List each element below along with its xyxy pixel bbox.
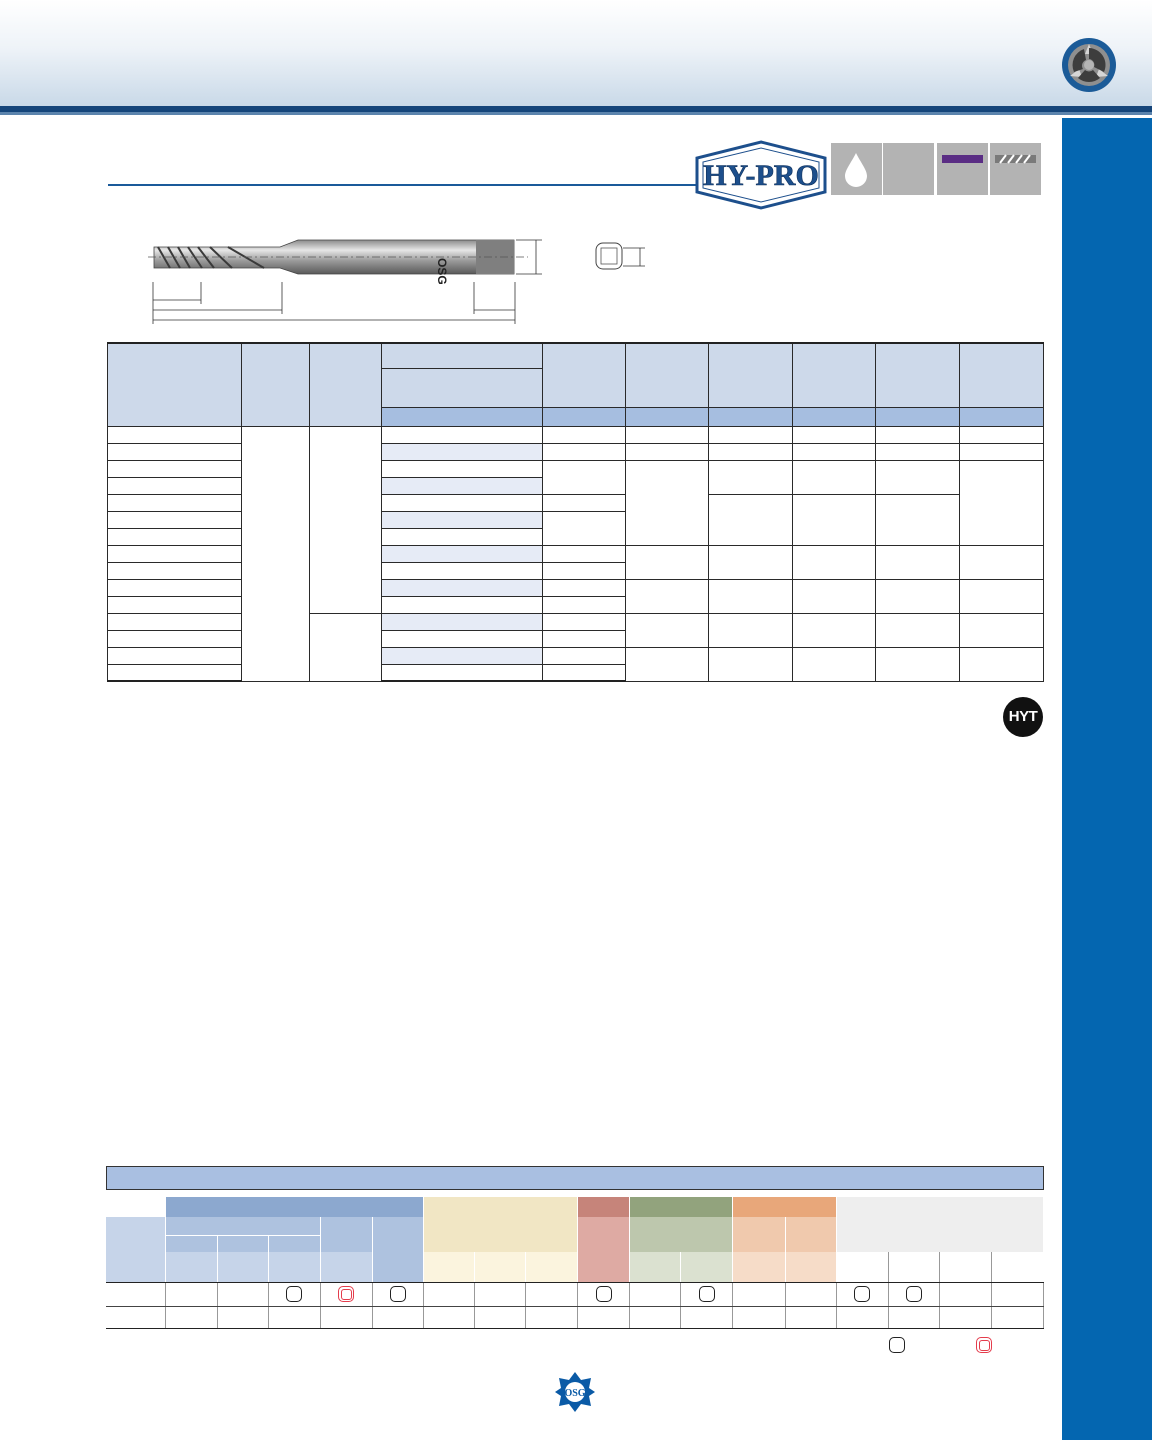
table-cell [108, 630, 242, 647]
suitability-cell [991, 1282, 1043, 1306]
table-cell [108, 596, 242, 613]
osg-logo [553, 1370, 597, 1414]
material-leaf [733, 1252, 785, 1282]
table-cell [876, 460, 960, 494]
material-leaf [785, 1252, 836, 1282]
svg-text:HY-PRO: HY-PRO [703, 159, 819, 192]
unit-cell [626, 407, 709, 426]
table-cell [793, 579, 876, 613]
legend-good [889, 1336, 905, 1354]
table-cell [381, 596, 542, 613]
header-col-7 [709, 343, 793, 407]
table-cell [309, 426, 381, 613]
table-cell [876, 545, 960, 579]
suitability-cell [423, 1282, 474, 1306]
table-cell [542, 596, 626, 613]
hatched-bar-icon [990, 143, 1041, 195]
table-cell [381, 477, 542, 494]
table-cell [381, 545, 542, 562]
material-group-rose [578, 1197, 630, 1217]
table-cell [960, 647, 1044, 681]
steel-subcell [217, 1235, 268, 1252]
header-col-9 [876, 343, 960, 407]
header-col-4-top [381, 343, 542, 368]
hy-pro-logo [693, 140, 829, 210]
suitability-cell [526, 1282, 578, 1306]
spiral-tap-drawing [140, 228, 660, 328]
side-tab-bar [1062, 118, 1152, 1440]
table-cell [108, 426, 242, 443]
table-cell [108, 528, 242, 545]
steel-subcell [165, 1235, 217, 1252]
table-cell [542, 494, 626, 511]
suitability-cell [681, 1306, 733, 1328]
spec-header-row [108, 343, 1044, 368]
header-col-5 [542, 343, 626, 407]
table-cell [876, 443, 960, 460]
table-cell [108, 460, 242, 477]
table-cell [542, 613, 626, 630]
suitable-mark-icon [286, 1286, 302, 1302]
blank-cell [106, 1197, 165, 1217]
table-cell [108, 562, 242, 579]
table-cell [108, 664, 242, 681]
table-cell [793, 545, 876, 579]
unit-cell [960, 407, 1044, 426]
suitability-cell [268, 1306, 320, 1328]
suitability-row [106, 1306, 1044, 1328]
purple-bar-icon [937, 143, 988, 195]
table-cell [709, 613, 793, 647]
unit-cell [381, 407, 542, 426]
unit-cell [793, 407, 876, 426]
material-group-orange [733, 1197, 836, 1217]
table-cell [626, 426, 709, 443]
table-cell [876, 579, 960, 613]
suitability-cell [526, 1306, 578, 1328]
table-cell [381, 647, 542, 664]
table-cell [960, 545, 1044, 579]
suitability-cell [939, 1282, 991, 1306]
table-cell [793, 647, 876, 681]
header-col-10 [960, 343, 1044, 407]
steel-subgroup-3 [372, 1217, 423, 1282]
table-cell [381, 579, 542, 596]
header-rule-accent [0, 112, 1152, 115]
steel-subcell [268, 1235, 320, 1252]
material-leaf-row [106, 1252, 1044, 1282]
table-cell [108, 511, 242, 528]
table-cell [876, 647, 960, 681]
header-band [0, 0, 1152, 106]
material-leaf [423, 1252, 474, 1282]
suitability-cell [268, 1282, 320, 1306]
table-cell [309, 613, 381, 681]
table-cell [876, 613, 960, 647]
table-cell [381, 528, 542, 545]
material-leaf [681, 1252, 733, 1282]
table-cell [960, 613, 1044, 647]
yellow-subgroup [423, 1217, 577, 1252]
suitability-cell [372, 1306, 423, 1328]
table-cell [709, 545, 793, 579]
table-cell [793, 443, 876, 460]
table-cell [381, 494, 542, 511]
table-cell [626, 545, 709, 579]
svg-text:OSG: OSG [564, 1388, 586, 1399]
table-cell [241, 426, 309, 681]
table-cell [709, 494, 793, 545]
table-cell [542, 562, 626, 579]
suitability-cell [939, 1306, 991, 1328]
suitability-cell [991, 1306, 1043, 1328]
header-col-2 [241, 343, 309, 426]
suitability-cell [733, 1306, 785, 1328]
table-cell [381, 613, 542, 630]
suitability-cell [217, 1306, 268, 1328]
table-row [108, 426, 1044, 443]
table-cell [793, 494, 876, 545]
svg-text:OSG: OSG [435, 258, 449, 285]
table-cell [381, 664, 542, 681]
suitability-row [106, 1282, 1044, 1306]
table-cell [108, 545, 242, 562]
coating-badge: HYT [1003, 697, 1043, 737]
table-cell [542, 647, 626, 664]
table-cell [626, 613, 709, 647]
orange-subgroup-1 [733, 1217, 785, 1252]
table-cell [542, 443, 626, 460]
row-label-header [106, 1217, 165, 1282]
table-cell [381, 630, 542, 647]
table-cell [960, 443, 1044, 460]
orange-subgroup-2 [785, 1217, 836, 1252]
material-group-gray [836, 1197, 1043, 1217]
table-cell [542, 545, 626, 562]
suitability-cell [836, 1306, 888, 1328]
table-cell [542, 426, 626, 443]
material-leaf [939, 1252, 991, 1282]
unit-cell [709, 407, 793, 426]
table-cell [876, 426, 960, 443]
coolant-drop-icon [831, 143, 882, 195]
suitability-cell [320, 1282, 372, 1306]
suitability-cell [423, 1306, 474, 1328]
table-cell [626, 460, 709, 545]
table-cell [381, 426, 542, 443]
material-leaf [991, 1252, 1043, 1282]
table-cell [108, 579, 242, 596]
row-label [106, 1282, 165, 1306]
hatched-condition-box [990, 143, 1041, 195]
table-cell [542, 460, 626, 494]
suitable-mark-icon [699, 1286, 715, 1302]
header-col-8 [793, 343, 876, 407]
size-header [108, 343, 242, 426]
table-cell [108, 494, 242, 511]
table-cell [709, 460, 793, 494]
suitability-cell [630, 1306, 681, 1328]
unit-cell [542, 407, 626, 426]
material-leaf [268, 1252, 320, 1282]
row-label [106, 1306, 165, 1328]
suitability-cell [733, 1282, 785, 1306]
table-cell [542, 511, 626, 545]
table-cell [960, 460, 1044, 545]
table-cell [108, 647, 242, 664]
table-cell [381, 511, 542, 528]
table-cell [960, 426, 1044, 443]
table-cell [626, 579, 709, 613]
material-leaf [217, 1252, 268, 1282]
material-leaf [165, 1252, 217, 1282]
table-cell [626, 443, 709, 460]
table-cell [709, 443, 793, 460]
table-cell [709, 426, 793, 443]
suitability-cell [785, 1282, 836, 1306]
table-cell [793, 426, 876, 443]
header-col-3 [309, 343, 381, 426]
suitability-cell [165, 1282, 217, 1306]
suitability-cell [320, 1306, 372, 1328]
table-cell [381, 562, 542, 579]
suitability-cell [475, 1306, 526, 1328]
green-subgroup [630, 1217, 733, 1252]
material-leaf [836, 1252, 888, 1282]
material-group-green [630, 1197, 733, 1217]
suitability-cell [785, 1306, 836, 1328]
coolant-condition-box [831, 143, 882, 195]
table-cell [960, 579, 1044, 613]
material-leaf [630, 1252, 681, 1282]
spec-table [107, 342, 1044, 682]
suitability-cell [888, 1306, 939, 1328]
suitability-cell [578, 1306, 630, 1328]
rose-subgroup [578, 1217, 630, 1282]
steel-subgroup-2 [320, 1217, 372, 1252]
gray-subgroup [836, 1217, 1043, 1252]
table-cell [709, 579, 793, 613]
material-subgroups-row [106, 1217, 1044, 1235]
tap-category-icon [1060, 36, 1118, 94]
materials-table [106, 1197, 1044, 1329]
materials-header-bar [106, 1166, 1044, 1190]
table-cell [709, 647, 793, 681]
table-cell [381, 443, 542, 460]
table-cell [793, 613, 876, 647]
steel-subgroup [165, 1217, 320, 1235]
blank-condition-box [883, 143, 934, 195]
title-rule [108, 184, 700, 186]
table-cell [876, 494, 960, 545]
material-group-steel [165, 1197, 423, 1217]
legend-best [976, 1336, 992, 1354]
suitability-cell [372, 1282, 423, 1306]
material-leaf [320, 1252, 372, 1282]
header-col-4-mid [381, 368, 542, 407]
suitable-mark-icon [889, 1337, 905, 1353]
material-leaf [475, 1252, 526, 1282]
material-leaf [526, 1252, 578, 1282]
table-cell [542, 579, 626, 596]
suitable-mark-icon [906, 1286, 922, 1302]
suitability-cell [217, 1282, 268, 1306]
purple-condition-box [937, 143, 988, 195]
suitability-cell [165, 1306, 217, 1328]
suitability-cell [681, 1282, 733, 1306]
material-group-yellow [423, 1197, 577, 1217]
suitable-mark-icon [390, 1286, 406, 1302]
highly-suitable-mark-icon [338, 1286, 354, 1302]
suitability-cell [836, 1282, 888, 1306]
unit-cell [876, 407, 960, 426]
suitability-cell [630, 1282, 681, 1306]
table-cell [381, 460, 542, 477]
suitable-mark-icon [854, 1286, 870, 1302]
suitability-cell [578, 1282, 630, 1306]
table-cell [793, 460, 876, 494]
highly-suitable-mark-icon [976, 1337, 992, 1353]
table-cell [626, 647, 709, 681]
table-cell [542, 664, 626, 681]
suitable-mark-icon [596, 1286, 612, 1302]
material-groups-row [106, 1197, 1044, 1217]
table-cell [108, 477, 242, 494]
table-cell [108, 443, 242, 460]
table-cell [108, 613, 242, 630]
suitability-cell [475, 1282, 526, 1306]
suitability-cell [888, 1282, 939, 1306]
header-col-6 [626, 343, 709, 407]
material-leaf [888, 1252, 939, 1282]
table-cell [542, 630, 626, 647]
